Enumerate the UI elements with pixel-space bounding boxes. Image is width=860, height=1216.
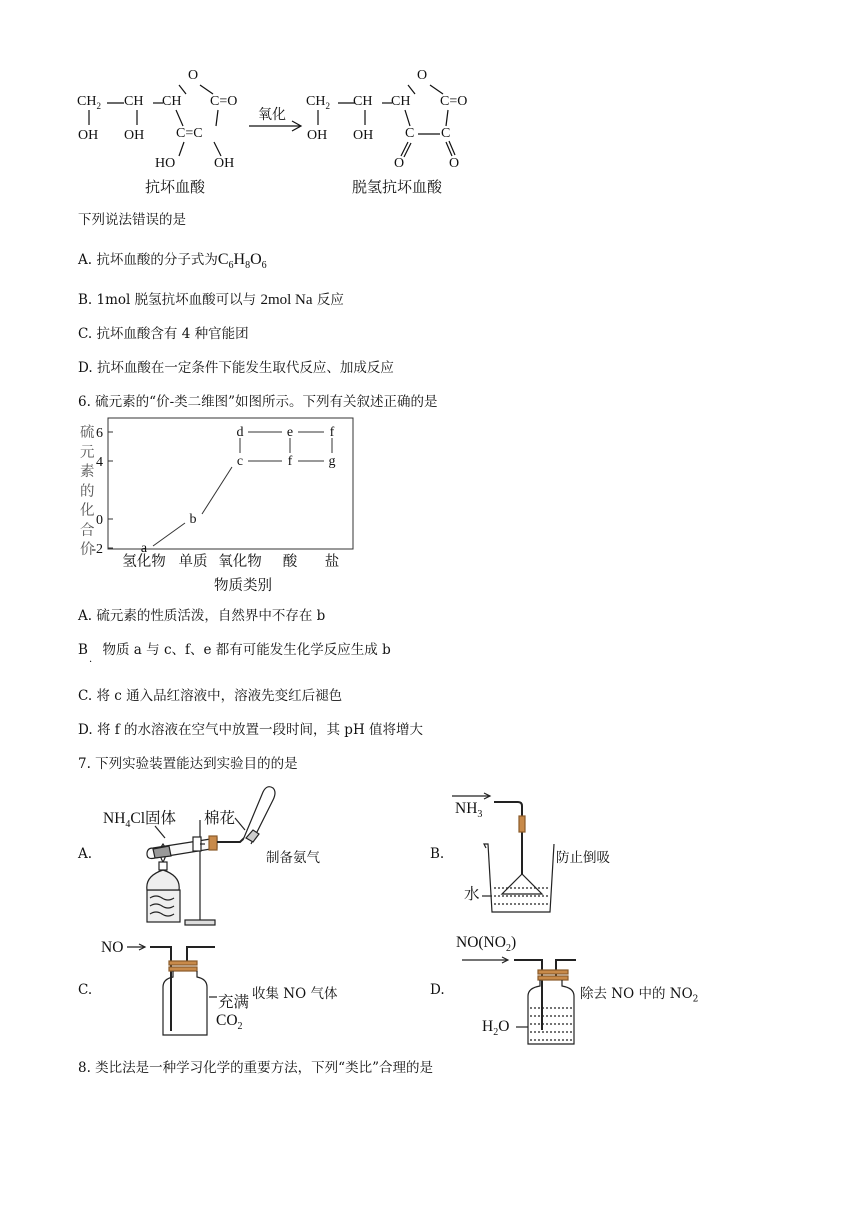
option-text: 抗坏血酸在一定条件下能发生取代反应、加成反应: [96, 360, 394, 376]
apparatus-a: [125, 780, 275, 930]
gas-end: ): [510, 934, 517, 951]
arrow-label: 氧化: [258, 107, 286, 123]
caption-text: 除去 NO 中的 NO: [580, 986, 693, 1002]
q6-option-b[interactable]: [78, 638, 391, 658]
nh-text: NH: [103, 810, 126, 827]
q5-option-d[interactable]: [78, 356, 394, 376]
q7-option-b-caption: 防止倒吸: [556, 850, 610, 866]
ch2-text: CH: [306, 94, 326, 109]
q7-option-d-caption: [580, 982, 698, 1005]
option-text: 将 f 的水溶液在空气中放置一段时间，其 pH 值将增大: [96, 722, 424, 738]
q5-option-a[interactable]: [78, 248, 267, 271]
q7-b-water: 水: [464, 885, 480, 903]
apparatus-b: [450, 790, 560, 915]
point-b: b: [189, 512, 197, 527]
left-ring-o: O: [188, 68, 199, 83]
point-d: d: [236, 425, 244, 440]
apparatus-d: [460, 950, 585, 1050]
point-f: f: [329, 425, 335, 440]
right-c-2: C: [441, 126, 451, 141]
option-text: 将 c 通入品红溶液中，溶液先变红后褪色: [96, 688, 343, 704]
q7-option-d-letter[interactable]: D.: [430, 982, 445, 998]
gas-text: NO(NO: [456, 934, 506, 951]
right-c-1: C: [405, 126, 415, 141]
category-label: 氢化物: [122, 554, 166, 570]
left-ho: HO: [155, 156, 176, 171]
y-tick-label: 6: [96, 426, 103, 441]
nh-sub: 4: [125, 819, 131, 831]
q7-option-a-letter[interactable]: A.: [78, 846, 93, 862]
chart-frame: [108, 418, 353, 549]
left-oh-2: OH: [124, 128, 145, 143]
right-carbonyl: C=O: [440, 94, 468, 109]
right-o-2: O: [449, 156, 460, 171]
formula-h: H: [233, 251, 246, 268]
option-text: 硫元素的性质活泼，自然界中不存在 b: [96, 608, 326, 624]
option-letter: C.: [78, 326, 93, 342]
ylabel-char: 的: [80, 483, 95, 500]
q6-option-c[interactable]: [78, 684, 342, 704]
chart-xlabel: 物质类别: [214, 578, 272, 594]
category-label: 氧化物: [218, 554, 262, 570]
ch2-text: CH: [77, 94, 97, 109]
q7-option-c-caption: 收集 NO 气体: [252, 986, 338, 1002]
ylabel-char: 化: [80, 503, 95, 519]
category-label: 单质: [178, 554, 208, 570]
q6-option-b-dot: ·: [89, 657, 93, 668]
formula-o-sub: 6: [261, 260, 267, 272]
ylabel-char: 价: [80, 542, 95, 558]
nh-text: NH: [455, 800, 478, 817]
co-sub: 2: [237, 1021, 243, 1033]
right-molecule-name: 脱氢抗坏血酸: [352, 178, 443, 196]
apparatus-c: [125, 935, 220, 1040]
option-amount: 2mol Na: [260, 292, 313, 308]
option-letter: B: [78, 642, 88, 658]
formula-c: C: [217, 251, 229, 268]
point-a: a: [140, 541, 148, 556]
option-letter: D.: [78, 360, 93, 376]
formula-h-sub: 8: [245, 260, 251, 272]
point-c: c: [236, 454, 244, 469]
q6-option-a[interactable]: [78, 604, 325, 624]
left-oh-1: OH: [78, 128, 99, 143]
option-letter: A.: [78, 252, 93, 268]
q7-option-b-letter[interactable]: B.: [430, 846, 445, 862]
q7-option-c-letter[interactable]: C.: [78, 982, 93, 998]
point-f: f: [287, 454, 293, 469]
co-text: CO: [216, 1012, 238, 1029]
caption-sub: 2: [692, 994, 699, 1005]
y-tick-label: -2: [91, 542, 103, 557]
right-oh-2: OH: [353, 128, 374, 143]
q7-a-label2: 棉花: [204, 809, 236, 827]
option-letter: A.: [78, 608, 93, 624]
left-carbonyl: C=O: [210, 94, 238, 109]
ylabel-char: 元: [80, 444, 95, 461]
option-letter: D.: [78, 722, 93, 738]
right-ch-2: CH: [391, 94, 411, 109]
h-text: H: [482, 1018, 494, 1035]
left-ch-2: CH: [162, 94, 182, 109]
q5-option-b[interactable]: [78, 288, 344, 309]
o-text: O: [498, 1018, 510, 1035]
gas-sub: 2: [505, 943, 511, 955]
ch2-subscript: 2: [325, 100, 330, 111]
q6-ylabel: [80, 424, 96, 561]
option-letter: C.: [78, 688, 93, 704]
ylabel-char: 合: [80, 522, 95, 539]
right-o-1: O: [394, 156, 405, 171]
q5-stem: 下列说法错误的是: [78, 212, 186, 228]
right-ch-1: CH: [353, 94, 373, 109]
formula: [217, 251, 267, 272]
option-text-end: 反应: [316, 292, 344, 308]
q7-option-a-caption: 制备氨气: [266, 850, 320, 866]
q7-c-gas: NO: [101, 939, 124, 956]
option-letter: B.: [78, 292, 93, 308]
ch2-subscript: 2: [96, 100, 101, 111]
connector-line: [202, 467, 232, 514]
point-g: g: [328, 454, 336, 469]
q6-option-d[interactable]: [78, 718, 423, 738]
formula-c-sub: 6: [228, 260, 234, 272]
right-ch2: [306, 94, 330, 111]
left-oh-3: OH: [214, 156, 235, 171]
q7-c-fill-label: 充满: [218, 993, 250, 1011]
q5-option-c[interactable]: [78, 322, 249, 342]
ylabel-char: 素: [80, 464, 95, 480]
right-ring-o: O: [417, 68, 428, 83]
option-text: 1mol 脱氢抗坏血酸可以与: [96, 292, 257, 308]
y-tick-label: 0: [96, 513, 103, 528]
left-c-eq-c: C=C: [176, 126, 203, 141]
y-tick-label: 4: [96, 455, 103, 470]
h-sub: 2: [493, 1027, 499, 1039]
category-label: 盐: [324, 554, 340, 570]
point-e: e: [286, 425, 294, 440]
q8-stem: 8. 类比法是一种学习化学的重要方法，下列“类比”合理的是: [78, 1060, 433, 1076]
nh-sub: 3: [477, 809, 483, 821]
q6-stem: 6. 硫元素的“价-类二维图”如图所示。下列有关叙述正确的是: [78, 394, 438, 410]
category-label: 酸: [282, 554, 298, 570]
valence-chart: [91, 416, 360, 596]
q7-stem: 7. 下列实验装置能达到实验目的的是: [78, 756, 298, 772]
formula-o: O: [250, 251, 262, 268]
ylabel-char: 硫: [80, 425, 95, 441]
option-text: 物质 a 与 c、f、e 都有可能发生化学反应生成 b: [102, 642, 391, 658]
connector-line: [153, 523, 185, 546]
right-oh-1: OH: [307, 128, 328, 143]
cl-text: Cl固体: [130, 810, 177, 827]
left-molecule-name: 抗坏血酸: [145, 178, 206, 196]
option-text: 抗坏血酸含有 4 种官能团: [96, 326, 249, 342]
left-ch-1: CH: [124, 94, 144, 109]
left-ch2: [77, 94, 101, 111]
option-text: 抗坏血酸的分子式为: [96, 252, 218, 268]
